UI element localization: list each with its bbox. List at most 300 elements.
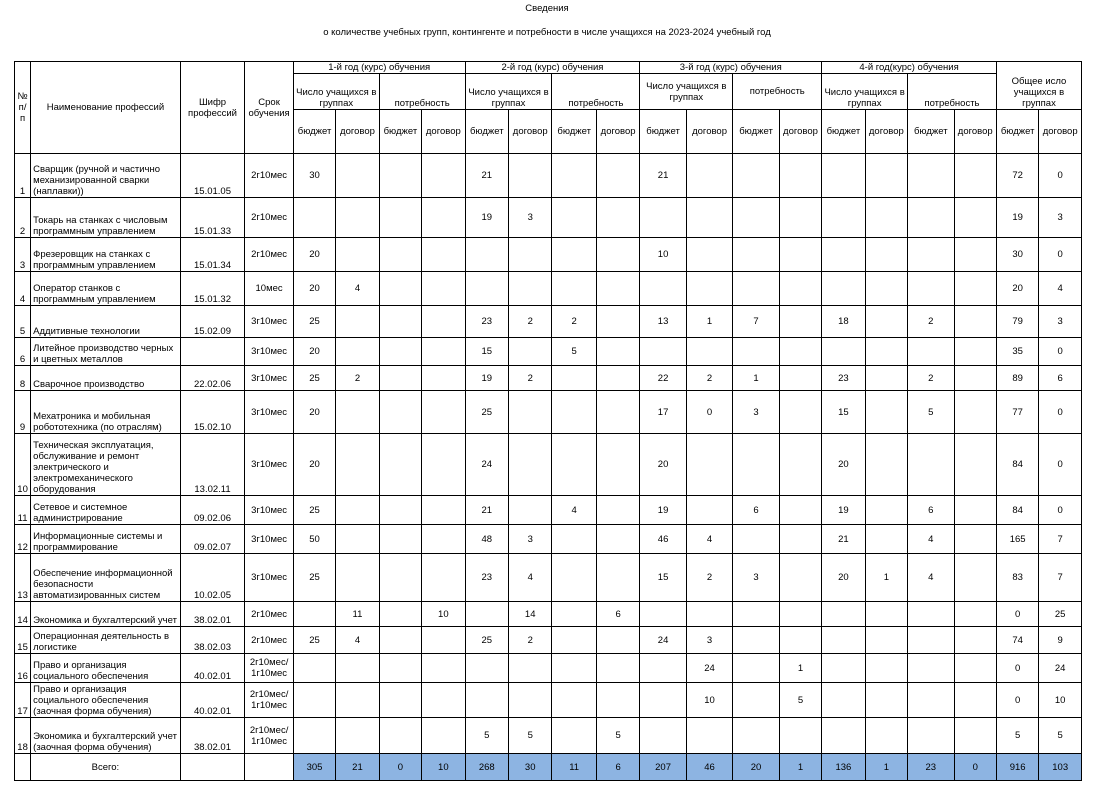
- total-value-cell: 46: [686, 754, 732, 781]
- row-value-cell: [908, 654, 954, 683]
- total-value-cell: 10: [422, 754, 465, 781]
- row-value-cell: 23: [465, 554, 508, 602]
- row-value-cell: [379, 654, 421, 683]
- row-value-cell: 35: [996, 338, 1038, 366]
- row-value-cell: [552, 654, 596, 683]
- row-value-cell: 165: [996, 525, 1038, 554]
- row-value-cell: [865, 718, 907, 754]
- row-value-cell: 30: [293, 154, 335, 198]
- row-value-cell: 3: [1039, 306, 1082, 338]
- row-value-cell: [552, 627, 596, 654]
- header-num: № п/п: [15, 62, 31, 154]
- row-value-cell: 10: [422, 602, 465, 627]
- header-contract: договор: [865, 110, 907, 154]
- row-value-cell: 2: [552, 306, 596, 338]
- row-profession-code: 38.02.01: [180, 602, 245, 627]
- row-index: 2: [15, 198, 31, 238]
- row-value-cell: 2: [509, 366, 552, 391]
- row-value-cell: 19: [465, 366, 508, 391]
- row-value-cell: [379, 238, 421, 272]
- row-value-cell: [379, 496, 421, 525]
- row-value-cell: [552, 198, 596, 238]
- row-value-cell: 5: [779, 683, 821, 718]
- row-value-cell: [733, 602, 779, 627]
- row-value-cell: [422, 654, 465, 683]
- row-value-cell: [686, 154, 732, 198]
- row-value-cell: 0: [1039, 391, 1082, 434]
- row-value-cell: 17: [640, 391, 686, 434]
- row-value-cell: 4: [908, 554, 954, 602]
- total-row: [15, 754, 1082, 781]
- row-value-cell: [379, 306, 421, 338]
- row-profession-name: Техническая эксплуатация, обслуживание и ремонт электрического и электромеханического оборудования: [31, 434, 181, 496]
- row-value-cell: [954, 496, 996, 525]
- header-contract: договор: [1039, 110, 1082, 154]
- row-value-cell: [552, 272, 596, 306]
- row-value-cell: [865, 627, 907, 654]
- row-value-cell: 25: [293, 627, 335, 654]
- row-value-cell: 5: [552, 338, 596, 366]
- row-value-cell: [733, 272, 779, 306]
- row-value-cell: 77: [996, 391, 1038, 434]
- row-value-cell: [865, 391, 907, 434]
- row-value-cell: [779, 627, 821, 654]
- row-value-cell: [379, 272, 421, 306]
- row-value-cell: 20: [293, 391, 335, 434]
- row-index: 8: [15, 366, 31, 391]
- table-row: [15, 496, 1082, 525]
- row-profession-name: Аддитивные технологии: [31, 306, 181, 338]
- row-value-cell: [379, 627, 421, 654]
- row-value-cell: 2: [908, 306, 954, 338]
- row-value-cell: [596, 496, 639, 525]
- row-value-cell: [422, 366, 465, 391]
- total-value-cell: 1: [779, 754, 821, 781]
- row-value-cell: [336, 338, 379, 366]
- row-value-cell: [779, 198, 821, 238]
- total-value-cell: 11: [552, 754, 596, 781]
- row-value-cell: 21: [465, 154, 508, 198]
- row-profession-code: 15.02.10: [180, 391, 245, 434]
- row-value-cell: [596, 306, 639, 338]
- row-value-cell: [596, 627, 639, 654]
- row-value-cell: [422, 154, 465, 198]
- row-value-cell: 84: [996, 434, 1038, 496]
- table-row: [15, 198, 1082, 238]
- total-empty-cell: [180, 754, 245, 781]
- header-code: Шифр профессий: [180, 62, 245, 154]
- row-value-cell: 5: [596, 718, 639, 754]
- row-value-cell: [509, 496, 552, 525]
- row-value-cell: 7: [733, 306, 779, 338]
- row-value-cell: [422, 338, 465, 366]
- row-profession-code: 15.01.32: [180, 272, 245, 306]
- table-body: [15, 154, 1082, 781]
- row-value-cell: 1: [686, 306, 732, 338]
- row-profession-name: Право и организация социального обеспечения: [31, 654, 181, 683]
- row-value-cell: [779, 238, 821, 272]
- row-profession-code: 22.02.06: [180, 366, 245, 391]
- row-value-cell: [379, 434, 421, 496]
- row-value-cell: 3: [733, 554, 779, 602]
- row-profession-name: Фрезеровщик на станках с программным управлением: [31, 238, 181, 272]
- row-value-cell: 2: [509, 306, 552, 338]
- row-value-cell: [865, 306, 907, 338]
- row-profession-name: Обеспечение информационной безопасности автоматизированных систем: [31, 554, 181, 602]
- row-value-cell: [865, 198, 907, 238]
- header-year-4: 4-й год(курс) обучения: [822, 62, 997, 74]
- row-value-cell: [379, 366, 421, 391]
- row-value-cell: [293, 718, 335, 754]
- row-value-cell: 9: [1039, 627, 1082, 654]
- row-value-cell: 10: [640, 238, 686, 272]
- row-value-cell: [465, 272, 508, 306]
- table-row: [15, 238, 1082, 272]
- header-budget: бюджет: [293, 110, 335, 154]
- row-value-cell: [779, 338, 821, 366]
- row-value-cell: 21: [465, 496, 508, 525]
- row-profession-code: 09.02.06: [180, 496, 245, 525]
- row-value-cell: [293, 602, 335, 627]
- row-value-cell: [640, 683, 686, 718]
- row-value-cell: [686, 434, 732, 496]
- row-value-cell: 23: [465, 306, 508, 338]
- row-value-cell: 50: [293, 525, 335, 554]
- total-value-cell: 136: [822, 754, 865, 781]
- row-study-term: 3г10мес: [245, 391, 293, 434]
- row-value-cell: 0: [1039, 496, 1082, 525]
- row-value-cell: 6: [596, 602, 639, 627]
- table-row: [15, 554, 1082, 602]
- row-value-cell: [865, 154, 907, 198]
- header-year-2: 2-й год (курс) обучения: [465, 62, 640, 74]
- row-value-cell: 0: [996, 683, 1038, 718]
- row-study-term: 2г10мес: [245, 198, 293, 238]
- row-value-cell: [379, 338, 421, 366]
- row-value-cell: 74: [996, 627, 1038, 654]
- row-value-cell: 4: [686, 525, 732, 554]
- row-value-cell: 89: [996, 366, 1038, 391]
- row-value-cell: 3: [509, 198, 552, 238]
- row-value-cell: [336, 154, 379, 198]
- row-profession-code: 38.02.03: [180, 627, 245, 654]
- row-value-cell: 2: [686, 554, 732, 602]
- row-study-term: 3г10мес: [245, 366, 293, 391]
- row-value-cell: [733, 198, 779, 238]
- row-value-cell: [954, 554, 996, 602]
- table-row: [15, 654, 1082, 683]
- row-value-cell: 0: [1039, 338, 1082, 366]
- row-index: 5: [15, 306, 31, 338]
- row-value-cell: [733, 154, 779, 198]
- header-contract: договор: [336, 110, 379, 154]
- row-value-cell: [908, 683, 954, 718]
- row-value-cell: [422, 272, 465, 306]
- row-value-cell: 10: [686, 683, 732, 718]
- row-value-cell: [552, 554, 596, 602]
- total-value-cell: 268: [465, 754, 508, 781]
- row-value-cell: [336, 496, 379, 525]
- row-value-cell: [552, 525, 596, 554]
- row-value-cell: 19: [996, 198, 1038, 238]
- row-value-cell: 25: [465, 391, 508, 434]
- row-value-cell: [596, 338, 639, 366]
- row-value-cell: 22: [640, 366, 686, 391]
- row-index: 18: [15, 718, 31, 754]
- row-value-cell: 1: [779, 654, 821, 683]
- row-value-cell: [422, 683, 465, 718]
- row-value-cell: [379, 683, 421, 718]
- row-study-term: 2г10мес/ 1г10мес: [245, 683, 293, 718]
- row-value-cell: [552, 602, 596, 627]
- row-value-cell: [509, 272, 552, 306]
- row-value-cell: 0: [1039, 434, 1082, 496]
- header-year-3: 3-й год (курс) обучения: [640, 62, 822, 74]
- total-value-cell: 1: [865, 754, 907, 781]
- page-title: Сведения: [525, 3, 569, 14]
- row-value-cell: 20: [996, 272, 1038, 306]
- row-value-cell: 20: [822, 554, 865, 602]
- row-value-cell: [908, 627, 954, 654]
- table-row: [15, 338, 1082, 366]
- row-value-cell: [865, 272, 907, 306]
- row-value-cell: 5: [1039, 718, 1082, 754]
- total-value-cell: 6: [596, 754, 639, 781]
- row-value-cell: [596, 198, 639, 238]
- row-value-cell: [779, 306, 821, 338]
- row-value-cell: 20: [640, 434, 686, 496]
- row-value-cell: 1: [733, 366, 779, 391]
- row-value-cell: 4: [509, 554, 552, 602]
- row-value-cell: 20: [293, 338, 335, 366]
- row-value-cell: [779, 718, 821, 754]
- row-value-cell: [865, 366, 907, 391]
- row-profession-name: Экономика и бухгалтерский учет: [31, 602, 181, 627]
- row-value-cell: [954, 627, 996, 654]
- row-index: 11: [15, 496, 31, 525]
- row-value-cell: [908, 602, 954, 627]
- row-value-cell: [908, 272, 954, 306]
- row-study-term: 2г10мес/ 1г10мес: [245, 654, 293, 683]
- row-value-cell: [596, 525, 639, 554]
- row-value-cell: 21: [640, 154, 686, 198]
- header-students-1: Число учащихся в группах: [293, 74, 379, 110]
- row-profession-code: 38.02.01: [180, 718, 245, 754]
- row-value-cell: 20: [293, 272, 335, 306]
- row-value-cell: [779, 272, 821, 306]
- row-value-cell: [336, 525, 379, 554]
- row-value-cell: 25: [465, 627, 508, 654]
- row-profession-name: Экономика и бухгалтерский учет (заочная форма обучения): [31, 718, 181, 754]
- row-value-cell: [422, 238, 465, 272]
- row-value-cell: 0: [1039, 238, 1082, 272]
- row-value-cell: [686, 496, 732, 525]
- row-value-cell: [822, 718, 865, 754]
- header-budget: бюджет: [733, 110, 779, 154]
- row-value-cell: [336, 238, 379, 272]
- data-table: [14, 61, 1082, 781]
- row-value-cell: 23: [822, 366, 865, 391]
- row-value-cell: [465, 683, 508, 718]
- header-contract: договор: [422, 110, 465, 154]
- row-value-cell: 4: [908, 525, 954, 554]
- row-value-cell: [422, 306, 465, 338]
- total-empty-cell: [15, 754, 31, 781]
- row-value-cell: [865, 434, 907, 496]
- row-value-cell: [822, 627, 865, 654]
- row-index: 14: [15, 602, 31, 627]
- total-value-cell: 916: [996, 754, 1038, 781]
- header-need-3: потребность: [733, 74, 822, 110]
- row-value-cell: 14: [509, 602, 552, 627]
- row-value-cell: [640, 602, 686, 627]
- row-value-cell: [865, 238, 907, 272]
- row-value-cell: [954, 391, 996, 434]
- row-value-cell: 79: [996, 306, 1038, 338]
- row-value-cell: [908, 718, 954, 754]
- row-value-cell: [954, 338, 996, 366]
- row-value-cell: 19: [822, 496, 865, 525]
- row-value-cell: 13: [640, 306, 686, 338]
- row-value-cell: [509, 391, 552, 434]
- header-total: Общее исло учащихся в группах: [996, 62, 1081, 110]
- row-value-cell: 5: [908, 391, 954, 434]
- row-value-cell: [596, 272, 639, 306]
- row-value-cell: [509, 654, 552, 683]
- row-value-cell: [733, 683, 779, 718]
- row-value-cell: [596, 238, 639, 272]
- row-value-cell: 0: [996, 602, 1038, 627]
- row-value-cell: [865, 654, 907, 683]
- row-value-cell: [336, 554, 379, 602]
- row-value-cell: [733, 627, 779, 654]
- row-value-cell: [596, 434, 639, 496]
- row-index: 9: [15, 391, 31, 434]
- row-value-cell: [379, 391, 421, 434]
- row-value-cell: [640, 718, 686, 754]
- row-study-term: 3г10мес: [245, 525, 293, 554]
- row-index: 12: [15, 525, 31, 554]
- row-value-cell: [865, 602, 907, 627]
- row-value-cell: 10: [1039, 683, 1082, 718]
- row-index: 4: [15, 272, 31, 306]
- row-study-term: 3г10мес: [245, 306, 293, 338]
- header-contract: договор: [779, 110, 821, 154]
- row-value-cell: [865, 525, 907, 554]
- row-value-cell: 3: [686, 627, 732, 654]
- row-value-cell: [822, 198, 865, 238]
- row-value-cell: [336, 434, 379, 496]
- row-profession-name: Право и организация социального обеспечения (заочная форма обучения): [31, 683, 181, 718]
- row-value-cell: [779, 554, 821, 602]
- row-value-cell: 3: [733, 391, 779, 434]
- row-profession-code: 13.02.11: [180, 434, 245, 496]
- row-value-cell: [954, 306, 996, 338]
- row-value-cell: [779, 154, 821, 198]
- row-value-cell: [640, 654, 686, 683]
- row-value-cell: 25: [293, 366, 335, 391]
- page-subtitle: о количестве учебных групп, контингенте и потребности в числе учащихся на 2023-2024 учебный год: [323, 27, 771, 38]
- header-budget: бюджет: [379, 110, 421, 154]
- row-value-cell: [865, 496, 907, 525]
- row-profession-name: Сварщик (ручной и частично механизированной сварки (наплавки)): [31, 154, 181, 198]
- row-profession-name: Сетевое и системное администрирование: [31, 496, 181, 525]
- table-row: [15, 272, 1082, 306]
- row-profession-code: 40.02.01: [180, 683, 245, 718]
- row-value-cell: [422, 627, 465, 654]
- row-profession-name: Информационные системы и программирование: [31, 525, 181, 554]
- row-value-cell: [954, 154, 996, 198]
- row-value-cell: [822, 602, 865, 627]
- row-value-cell: 24: [465, 434, 508, 496]
- row-value-cell: [908, 154, 954, 198]
- row-value-cell: 18: [822, 306, 865, 338]
- row-value-cell: [779, 391, 821, 434]
- row-value-cell: [379, 154, 421, 198]
- row-value-cell: [686, 238, 732, 272]
- row-value-cell: [779, 602, 821, 627]
- row-value-cell: [686, 718, 732, 754]
- row-value-cell: 15: [640, 554, 686, 602]
- row-value-cell: [822, 338, 865, 366]
- table-row: [15, 627, 1082, 654]
- row-value-cell: 46: [640, 525, 686, 554]
- row-value-cell: [422, 554, 465, 602]
- row-value-cell: [640, 338, 686, 366]
- row-value-cell: [293, 654, 335, 683]
- row-value-cell: [422, 391, 465, 434]
- row-value-cell: [686, 338, 732, 366]
- row-value-cell: [293, 198, 335, 238]
- header-budget: бюджет: [908, 110, 954, 154]
- row-value-cell: [596, 391, 639, 434]
- row-value-cell: [954, 272, 996, 306]
- table-row: [15, 366, 1082, 391]
- row-value-cell: 83: [996, 554, 1038, 602]
- table-row: [15, 391, 1082, 434]
- row-value-cell: [293, 683, 335, 718]
- row-value-cell: 4: [1039, 272, 1082, 306]
- total-value-cell: 103: [1039, 754, 1082, 781]
- row-value-cell: 30: [996, 238, 1038, 272]
- row-value-cell: [379, 602, 421, 627]
- row-value-cell: [822, 154, 865, 198]
- row-value-cell: [422, 525, 465, 554]
- row-value-cell: [596, 366, 639, 391]
- row-index: 16: [15, 654, 31, 683]
- row-value-cell: [336, 306, 379, 338]
- row-index: 15: [15, 627, 31, 654]
- row-value-cell: [954, 238, 996, 272]
- row-value-cell: 0: [1039, 154, 1082, 198]
- row-value-cell: [779, 525, 821, 554]
- row-value-cell: [954, 366, 996, 391]
- row-value-cell: [509, 434, 552, 496]
- row-index: 17: [15, 683, 31, 718]
- header-budget: бюджет: [552, 110, 596, 154]
- row-value-cell: 7: [1039, 554, 1082, 602]
- header-students-2: Число учащихся в группах: [465, 74, 552, 110]
- row-value-cell: 19: [465, 198, 508, 238]
- row-value-cell: [733, 525, 779, 554]
- row-value-cell: [908, 238, 954, 272]
- row-study-term: 3г10мес: [245, 554, 293, 602]
- row-value-cell: [733, 718, 779, 754]
- row-value-cell: [596, 654, 639, 683]
- row-study-term: 10мес: [245, 272, 293, 306]
- row-value-cell: [686, 272, 732, 306]
- header-need-2: потребность: [552, 74, 640, 110]
